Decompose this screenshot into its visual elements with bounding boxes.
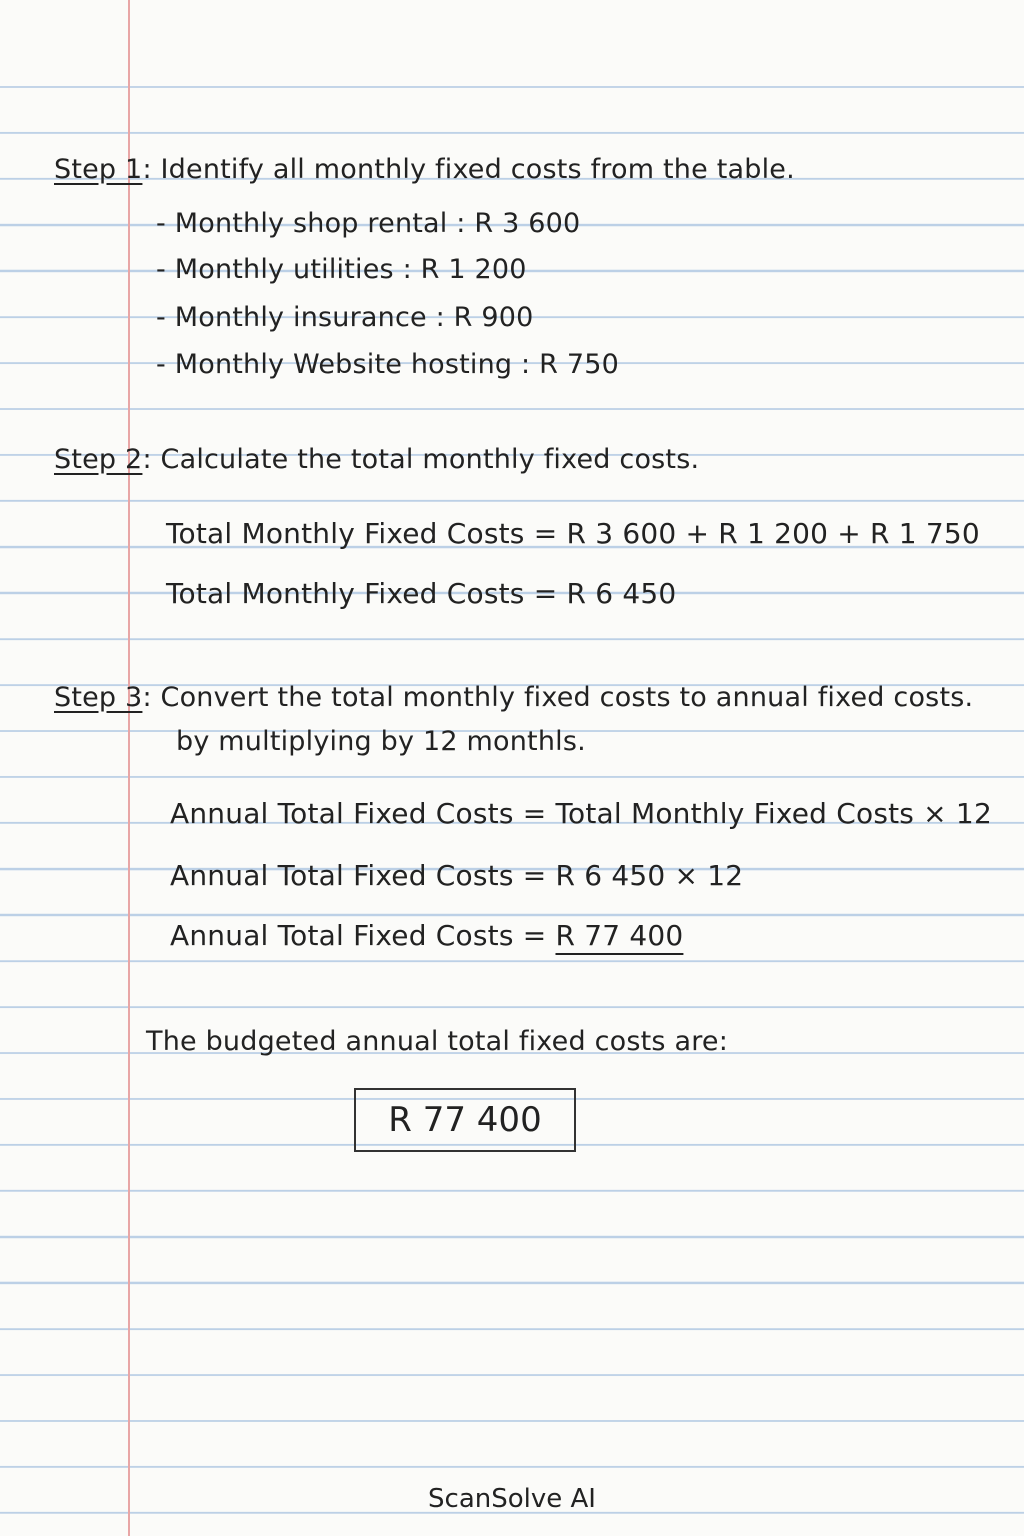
- step3-label: Step 3: [54, 682, 143, 713]
- step1-item-hosting: - Monthly Website hosting : R 750: [156, 349, 620, 380]
- step1-item-utilities: - Monthly utilities : R 1 200: [156, 254, 527, 285]
- step2-heading: [54, 446, 699, 473]
- step1-label: Step 1: [54, 154, 143, 185]
- step3-text: : Convert the total monthly fixed costs to annual fixed costs.: [142, 682, 974, 713]
- step3-result-prefix: Annual Total Fixed Costs =: [170, 919, 556, 952]
- conclusion-text: The budgeted annual total fixed costs are:: [146, 1026, 729, 1057]
- step2-label: Step 2: [54, 444, 143, 475]
- step1-item-insurance: - Monthly insurance : R 900: [156, 302, 534, 333]
- final-answer-box: [354, 1088, 576, 1152]
- step1-heading: [54, 156, 795, 183]
- red-margin-line: [128, 0, 130, 1536]
- step1-item-rental: - Monthly shop rental : R 3 600: [156, 208, 581, 239]
- step3-result-value: R 77 400: [555, 919, 684, 952]
- step3-formula-result: [170, 919, 684, 952]
- step2-formula-sum: Total Monthly Fixed Costs = R 3 600 + R 1 200 + R 1 750: [166, 517, 980, 550]
- step3-formula-substitution: Annual Total Fixed Costs = R 6 450 × 12: [170, 859, 744, 892]
- step3-formula-definition: Annual Total Fixed Costs = Total Monthly Fixed Costs × 12: [170, 797, 992, 830]
- step2-formula-total: Total Monthly Fixed Costs = R 6 450: [166, 577, 677, 610]
- final-answer-value: R 77 400: [388, 1100, 542, 1140]
- step3-heading: [54, 684, 973, 711]
- step1-text: : Identify all monthly fixed costs from the table.: [142, 154, 795, 185]
- step3-text-continued: by multiplying by 12 monthls.: [176, 726, 586, 757]
- footer-brand: ScanSolve AI: [428, 1484, 596, 1514]
- step2-text: : Calculate the total monthly fixed costs.: [142, 444, 700, 475]
- paper-top-margin: [0, 0, 1024, 84]
